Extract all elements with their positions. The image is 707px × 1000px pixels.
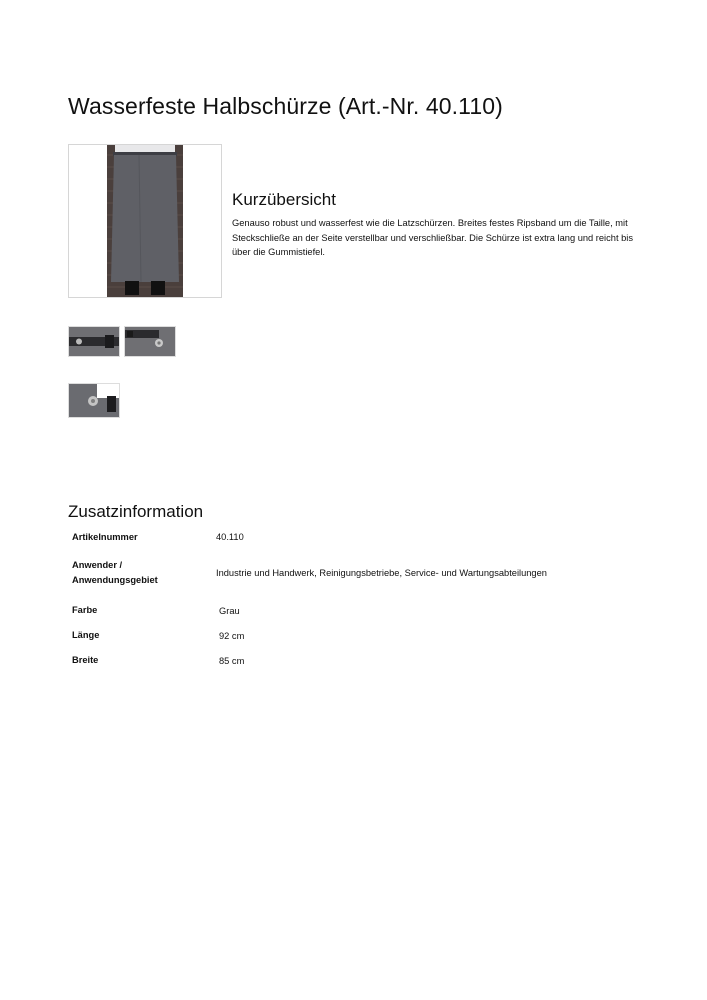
info-label-line: Anwendungsgebiet: [72, 575, 158, 585]
overview-section: [232, 190, 642, 260]
page-title: Wasserfeste Halbschürze (Art.-Nr. 40.110): [68, 93, 503, 119]
info-label: Länge: [72, 630, 100, 640]
table-row: [68, 623, 547, 648]
info-label: Farbe: [72, 605, 98, 615]
additional-info-table: [68, 526, 547, 673]
overview-text: Genauso robust und wasserfest wie die Latzschürzen. Breites festes Ripsband um die Taille, mit Steckschließe an der Seite verstellbar und verschließbar. Die Schürze ist extra lang und reicht bis über die Gummistiefel.: [232, 218, 633, 257]
product-main-image[interactable]: [68, 144, 222, 298]
waistband-snap-photo: [125, 327, 175, 356]
table-row: [68, 526, 547, 548]
info-label: Artikelnummer: [72, 531, 138, 542]
additional-info-heading: Zusatzinformation: [68, 502, 204, 521]
info-label-line: Anwender /: [72, 560, 123, 570]
thumbnail-1[interactable]: [68, 326, 120, 357]
thumbnail-2[interactable]: [124, 326, 176, 357]
table-row: [68, 548, 547, 598]
info-value: Grau: [219, 605, 240, 616]
snap-detail-photo: [69, 384, 119, 417]
apron-photo: [69, 145, 221, 297]
info-label: [68, 548, 216, 598]
table-row: [68, 648, 547, 673]
info-value: 40.110: [216, 532, 244, 542]
info-value: 92 cm: [219, 630, 245, 641]
info-value: Industrie und Handwerk, Reinigungsbetriebe, Service- und Wartungsabteilungen: [216, 568, 547, 578]
waistband-buckle-photo: [69, 327, 119, 356]
info-label: Breite: [72, 655, 99, 665]
table-row: [68, 598, 547, 623]
thumbnail-3[interactable]: [68, 383, 120, 418]
info-value: 85 cm: [219, 655, 245, 666]
overview-heading: Kurzübersicht: [232, 190, 336, 209]
